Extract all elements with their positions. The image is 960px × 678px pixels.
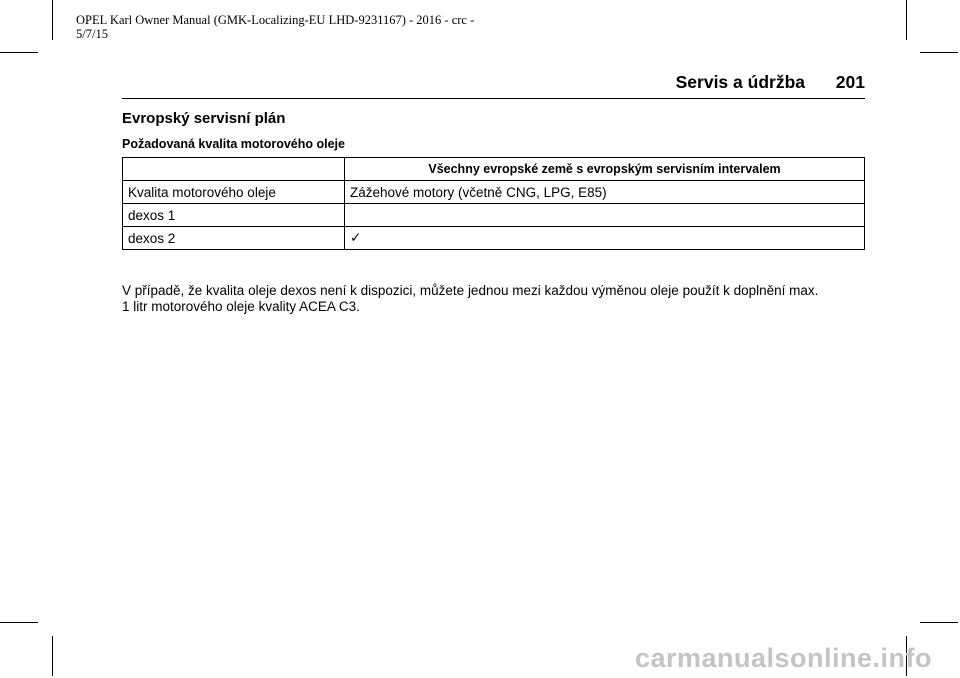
body-paragraph [122, 283, 872, 315]
page-heading: Evropský servisní plán [122, 110, 286, 127]
crop-mark [52, 0, 53, 40]
table-caption: Požadovaná kvalita motorového oleje [122, 137, 345, 151]
crop-mark [0, 622, 38, 623]
table-cell: Zážehové motory (včetně CNG, LPG, E85) [345, 181, 865, 204]
table-row [123, 181, 865, 204]
checkmark-icon: ✓ [345, 227, 865, 250]
crop-mark [52, 636, 53, 676]
paragraph-line-1: V případě, že kvalita oleje dexos není k dispozici, můžete jednou mezi každou výměnou oleje použít k doplnění max. [122, 283, 819, 298]
section-title: Servis a údržba [675, 72, 805, 92]
crop-mark [906, 0, 907, 40]
crop-mark [0, 52, 38, 53]
table-header-cell: Všechny evropské země s evropským servisním intervalem [345, 158, 865, 181]
crop-mark [920, 622, 958, 623]
print-header-line-2: 5/7/15 [76, 27, 108, 41]
print-header-line-1: OPEL Karl Owner Manual (GMK-Localizing-EU LHD-9231167) - 2016 - crc - [76, 13, 475, 27]
table-header-row [123, 158, 865, 181]
crop-mark [920, 52, 958, 53]
table-header-cell [123, 158, 345, 181]
table-row [123, 204, 865, 227]
table-row [123, 227, 865, 250]
table-cell [345, 204, 865, 227]
oil-quality-table [122, 157, 865, 250]
print-header [76, 13, 474, 41]
page-number: 201 [835, 72, 865, 92]
section-header [122, 70, 865, 99]
table-cell: dexos 1 [123, 204, 345, 227]
watermark: carmanualsonline.info [634, 643, 932, 673]
table-cell: Kvalita motorového oleje [123, 181, 345, 204]
paragraph-line-2: 1 litr motorového oleje kvality ACEA C3. [122, 299, 360, 314]
table-cell: dexos 2 [123, 227, 345, 250]
